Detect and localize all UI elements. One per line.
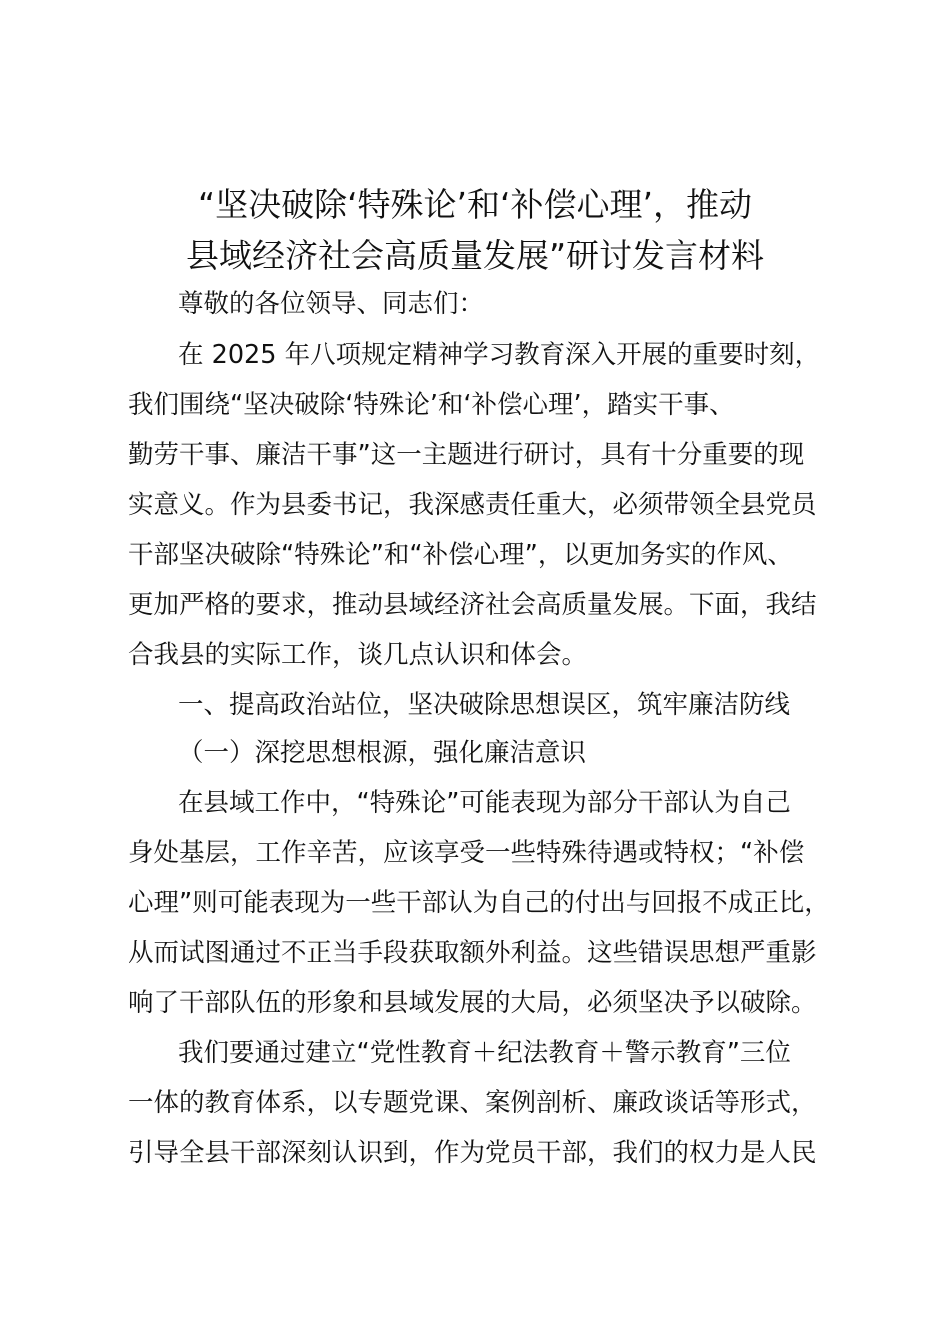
paragraph-3-line-3: 引导全县干部深刻认识到，作为党员干部，我们的权力是人民 — [128, 1138, 817, 1168]
document-title-line-2: 县域经济社会高质量发展”研讨发言材料 — [185, 236, 765, 275]
paragraph-1-line-5: 干部坚决破除“特殊论”和“补偿心理”，以更加务实的作风、 — [128, 540, 793, 570]
paragraph-1-line-3: 勤劳干事、廉洁干事”这一主题进行研讨，具有十分重要的现 — [128, 440, 805, 470]
paragraph-2-line-1: 在县域工作中，“特殊论”可能表现为部分干部认为自己 — [178, 788, 791, 818]
document-title-line-1: “坚决破除‘特殊论’和‘补偿心理’，推动 — [197, 185, 753, 224]
paragraph-1-line-6: 更加严格的要求，推动县域经济社会高质量发展。下面，我结 — [128, 590, 817, 620]
paragraph-3-line-2: 一体的教育体系，以专题党课、案例剖析、廉政谈话等形式， — [128, 1088, 817, 1118]
paragraph-2-line-2: 身处基层，工作辛苦，应该享受一些特殊待遇或特权；“补偿 — [128, 838, 805, 868]
paragraph-2-line-3: 心理”则可能表现为一些干部认为自己的付出与回报不成正比， — [128, 888, 830, 918]
paragraph-2-line-4: 从而试图通过不正当手段获取额外利益。这些错误思想严重影 — [128, 938, 817, 968]
paragraph-2-line-5: 响了干部队伍的形象和县域发展的大局，必须坚决予以破除。 — [128, 988, 817, 1018]
subsection-heading-1: （一）深挖思想根源，强化廉洁意识 — [178, 738, 587, 768]
paragraph-1-line-4: 实意义。作为县委书记，我深感责任重大，必须带领全县党员 — [128, 490, 817, 520]
paragraph-1-line-7: 合我县的实际工作，谈几点认识和体会。 — [128, 640, 588, 670]
paragraph-1-line-2: 我们围绕“坚决破除‘特殊论’和‘补偿心理’，踏实干事、 — [128, 390, 735, 420]
section-heading-1: 一、提高政治站位，坚决破除思想误区，筑牢廉洁防线 — [178, 690, 791, 720]
salutation: 尊敬的各位领导、同志们： — [178, 289, 485, 319]
paragraph-3-line-1: 我们要通过建立“党性教育＋纪法教育＋警示教育”三位 — [178, 1038, 791, 1068]
paragraph-1-line-1: 在 2025 年八项规定精神学习教育深入开展的重要时刻， — [178, 340, 821, 370]
